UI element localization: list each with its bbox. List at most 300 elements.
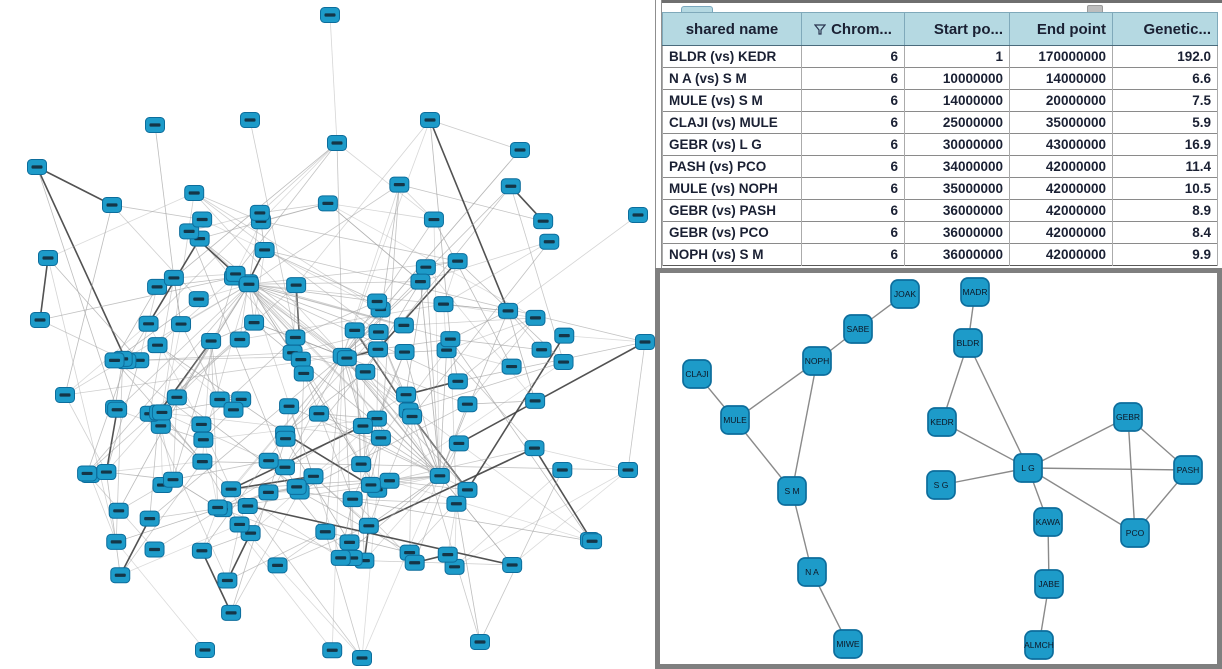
network-node[interactable] bbox=[193, 212, 212, 227]
network-edge bbox=[40, 258, 48, 320]
node-label-smudge bbox=[234, 338, 245, 341]
node-label-smudge bbox=[363, 524, 374, 527]
cell-value[interactable]: 6 bbox=[802, 178, 905, 200]
network-node[interactable] bbox=[352, 457, 371, 472]
attribute-table bbox=[662, 12, 1218, 266]
cell-value[interactable]: 42000000 bbox=[1010, 200, 1113, 222]
network-edge bbox=[412, 416, 480, 642]
node-label-smudge bbox=[327, 649, 338, 652]
cell-value[interactable]: 35000000 bbox=[1010, 112, 1113, 134]
network-edge bbox=[459, 443, 590, 540]
cell-value[interactable]: 6 bbox=[802, 156, 905, 178]
subnetwork-edge-L G-PASH[interactable] bbox=[1028, 468, 1188, 470]
network-edge bbox=[161, 426, 163, 485]
network-node-kedr[interactable] bbox=[928, 408, 956, 436]
node-shape[interactable] bbox=[1034, 508, 1062, 536]
cell-value[interactable]: 30000000 bbox=[905, 134, 1010, 156]
cell-shared-name[interactable]: GEBR (vs) L G bbox=[663, 134, 802, 156]
node-label: S M bbox=[784, 486, 800, 496]
node-label-smudge bbox=[222, 579, 233, 582]
network-node[interactable] bbox=[230, 517, 249, 532]
node-shape[interactable] bbox=[1114, 403, 1142, 431]
network-node[interactable] bbox=[222, 605, 241, 620]
table-row[interactable] bbox=[663, 200, 1218, 222]
network-node[interactable] bbox=[39, 251, 58, 266]
network-node[interactable] bbox=[259, 485, 278, 500]
column-header-label: End point bbox=[1036, 20, 1106, 38]
network-node[interactable] bbox=[629, 208, 648, 223]
network-node[interactable] bbox=[109, 503, 128, 518]
network-edge bbox=[251, 356, 343, 533]
network-node[interactable] bbox=[380, 473, 399, 488]
cell-value[interactable]: 42000000 bbox=[1010, 178, 1113, 200]
network-edge bbox=[330, 15, 337, 143]
network-node[interactable] bbox=[189, 292, 208, 307]
node-label-smudge bbox=[633, 213, 644, 216]
network-node-gebr[interactable] bbox=[1114, 403, 1142, 431]
node-label-smudge bbox=[394, 183, 405, 186]
node-label-smudge bbox=[503, 309, 514, 312]
network-node[interactable] bbox=[111, 568, 130, 583]
cell-value[interactable]: 10000000 bbox=[905, 68, 1010, 90]
network-node[interactable] bbox=[424, 212, 443, 227]
cell-shared-name[interactable]: CLAJI (vs) MULE bbox=[663, 112, 802, 134]
network-node-pash[interactable] bbox=[1174, 456, 1202, 484]
network-node[interactable] bbox=[321, 8, 340, 23]
cell-value[interactable]: 1 bbox=[905, 46, 1010, 68]
network-node-bldr[interactable] bbox=[954, 329, 982, 357]
node-label-smudge bbox=[279, 466, 290, 469]
network-node[interactable] bbox=[259, 453, 278, 468]
node-label-smudge bbox=[559, 334, 570, 337]
cell-value[interactable]: 34000000 bbox=[905, 156, 1010, 178]
network-node[interactable] bbox=[148, 338, 167, 353]
cell-value[interactable]: 8.9 bbox=[1113, 200, 1218, 222]
node-label-smudge bbox=[529, 447, 540, 450]
network-node[interactable] bbox=[202, 333, 221, 348]
network-node-jabe[interactable] bbox=[1035, 570, 1063, 598]
network-node-mule[interactable] bbox=[721, 406, 749, 434]
cell-value[interactable]: 36000000 bbox=[905, 200, 1010, 222]
network-node[interactable] bbox=[534, 214, 553, 229]
node-shape[interactable] bbox=[954, 329, 982, 357]
node-label: KEDR bbox=[930, 417, 954, 427]
network-node[interactable] bbox=[140, 511, 159, 526]
node-shape[interactable] bbox=[721, 406, 749, 434]
network-node[interactable] bbox=[343, 492, 362, 507]
network-edge bbox=[399, 185, 543, 222]
network-node[interactable] bbox=[78, 466, 97, 481]
network-node[interactable] bbox=[304, 469, 323, 484]
node-shape[interactable] bbox=[1014, 454, 1042, 482]
network-node[interactable] bbox=[164, 472, 183, 487]
network-node[interactable] bbox=[287, 278, 306, 293]
network-node[interactable] bbox=[447, 496, 466, 511]
node-label-smudge bbox=[441, 348, 452, 351]
node-shape[interactable] bbox=[1025, 631, 1053, 659]
table-row[interactable] bbox=[663, 68, 1218, 90]
node-label: BLDR bbox=[956, 338, 980, 348]
node-shape[interactable] bbox=[927, 471, 955, 499]
node-label-smudge bbox=[360, 370, 371, 373]
network-node[interactable] bbox=[337, 351, 356, 366]
network-node[interactable] bbox=[356, 364, 375, 379]
network-node[interactable] bbox=[353, 418, 372, 433]
network-node[interactable] bbox=[499, 303, 518, 318]
node-label-smudge bbox=[451, 502, 462, 505]
network-edge bbox=[248, 506, 512, 565]
table-row[interactable] bbox=[663, 112, 1218, 134]
network-node[interactable] bbox=[291, 352, 310, 367]
network-node[interactable] bbox=[397, 387, 416, 402]
node-label-smudge bbox=[236, 398, 247, 401]
table-row[interactable] bbox=[663, 134, 1218, 156]
cell-value[interactable]: 5.9 bbox=[1113, 112, 1218, 134]
network-node[interactable] bbox=[238, 498, 257, 513]
network-node[interactable] bbox=[438, 547, 457, 562]
node-label-smudge bbox=[112, 408, 123, 411]
node-shape[interactable] bbox=[1035, 570, 1063, 598]
network-node[interactable] bbox=[371, 430, 390, 445]
network-node-n-a[interactable] bbox=[798, 558, 826, 586]
cell-value[interactable]: 25000000 bbox=[905, 112, 1010, 134]
node-shape[interactable] bbox=[798, 558, 826, 586]
cell-value[interactable]: 7.5 bbox=[1113, 90, 1218, 112]
cell-shared-name[interactable]: GEBR (vs) PCO bbox=[663, 222, 802, 244]
cell-value[interactable]: 6 bbox=[802, 46, 905, 68]
network-node[interactable] bbox=[501, 179, 520, 194]
node-label-smudge bbox=[536, 348, 547, 351]
subnetwork-edge-L G-GEBR[interactable] bbox=[1028, 417, 1128, 468]
node-label-smudge bbox=[320, 530, 331, 533]
network-node[interactable] bbox=[502, 359, 521, 374]
node-label-smudge bbox=[452, 380, 463, 383]
network-edge bbox=[512, 470, 628, 565]
network-node[interactable] bbox=[331, 550, 350, 565]
network-node[interactable] bbox=[471, 635, 490, 650]
cell-value[interactable]: 14000000 bbox=[905, 90, 1010, 112]
network-node[interactable] bbox=[583, 534, 602, 549]
network-node-noph[interactable] bbox=[803, 347, 831, 375]
network-node[interactable] bbox=[403, 409, 422, 424]
network-node[interactable] bbox=[218, 573, 237, 588]
network-node[interactable] bbox=[525, 441, 544, 456]
network-node[interactable] bbox=[526, 310, 545, 325]
network-node[interactable] bbox=[268, 558, 287, 573]
node-shape[interactable] bbox=[683, 360, 711, 388]
network-node[interactable] bbox=[636, 335, 655, 350]
subnetwork-edge-BLDR-L G[interactable] bbox=[968, 343, 1028, 468]
network-node[interactable] bbox=[405, 555, 424, 570]
column-header-4[interactable] bbox=[1113, 13, 1218, 46]
cell-value[interactable]: 42000000 bbox=[1010, 222, 1113, 244]
cell-value[interactable]: 42000000 bbox=[1010, 156, 1113, 178]
node-label-smudge bbox=[155, 424, 166, 427]
cell-shared-name[interactable]: GEBR (vs) PASH bbox=[663, 200, 802, 222]
network-node[interactable] bbox=[250, 205, 269, 220]
network-node[interactable] bbox=[345, 323, 364, 338]
cell-shared-name[interactable]: BLDR (vs) KEDR bbox=[663, 46, 802, 68]
cell-shared-name[interactable]: N A (vs) S M bbox=[663, 68, 802, 90]
network-node[interactable] bbox=[316, 524, 335, 539]
cell-value[interactable]: 6 bbox=[802, 90, 905, 112]
network-edge bbox=[112, 205, 202, 220]
network-node-joak[interactable] bbox=[891, 280, 919, 308]
network-node[interactable] bbox=[208, 500, 227, 515]
table-row[interactable] bbox=[663, 222, 1218, 244]
cell-value[interactable]: 8.4 bbox=[1113, 222, 1218, 244]
network-node-miwe[interactable] bbox=[834, 630, 862, 658]
node-label-smudge bbox=[475, 640, 486, 643]
cell-value[interactable]: 36000000 bbox=[905, 222, 1010, 244]
node-label-smudge bbox=[442, 553, 453, 556]
cell-value[interactable]: 6 bbox=[802, 112, 905, 134]
network-node-s-m[interactable] bbox=[778, 477, 806, 505]
network-edge bbox=[65, 205, 112, 395]
network-node[interactable] bbox=[294, 366, 313, 381]
network-node[interactable] bbox=[167, 390, 186, 405]
cell-value[interactable]: 6 bbox=[802, 244, 905, 266]
network-node[interactable] bbox=[105, 353, 124, 368]
node-shape[interactable] bbox=[844, 315, 872, 343]
network-node[interactable] bbox=[107, 534, 126, 549]
network-node[interactable] bbox=[192, 417, 211, 432]
node-label-smudge bbox=[226, 611, 237, 614]
network-node[interactable] bbox=[555, 328, 574, 343]
edge-attribute-table-panel bbox=[655, 0, 1222, 268]
network-node[interactable] bbox=[280, 399, 299, 414]
node-label-smudge bbox=[308, 475, 319, 478]
node-label-smudge bbox=[409, 561, 420, 564]
network-node[interactable] bbox=[532, 342, 551, 357]
network-node[interactable] bbox=[328, 136, 347, 151]
network-node[interactable] bbox=[353, 651, 372, 666]
node-label: ALMCH bbox=[1024, 640, 1054, 650]
cell-value[interactable]: 43000000 bbox=[1010, 134, 1113, 156]
network-node[interactable] bbox=[390, 177, 409, 192]
network-node[interactable] bbox=[449, 436, 468, 451]
node-label-smudge bbox=[298, 372, 309, 375]
subnetwork-edge-NOPH-S M[interactable] bbox=[792, 361, 817, 491]
cell-value[interactable]: 16.9 bbox=[1113, 134, 1218, 156]
network-node-madr[interactable] bbox=[961, 278, 989, 306]
node-label-smudge bbox=[144, 517, 155, 520]
table-row[interactable] bbox=[663, 244, 1218, 266]
network-node[interactable] bbox=[230, 332, 249, 347]
network-node[interactable] bbox=[103, 198, 122, 213]
network-node[interactable] bbox=[395, 345, 414, 360]
network-edge bbox=[458, 318, 536, 381]
network-node[interactable] bbox=[448, 374, 467, 389]
node-label-smudge bbox=[445, 338, 456, 341]
node-shape[interactable] bbox=[834, 630, 862, 658]
cell-shared-name[interactable]: MULE (vs) S M bbox=[663, 90, 802, 112]
network-node[interactable] bbox=[193, 454, 212, 469]
node-label-smudge bbox=[197, 218, 208, 221]
node-label-smudge bbox=[60, 393, 71, 396]
node-label-smudge bbox=[101, 470, 112, 473]
cell-value[interactable]: 14000000 bbox=[1010, 68, 1113, 90]
node-label-smudge bbox=[254, 211, 265, 214]
network-node[interactable] bbox=[318, 196, 337, 211]
node-shape[interactable] bbox=[961, 278, 989, 306]
network-node[interactable] bbox=[194, 432, 213, 447]
network-node[interactable] bbox=[368, 342, 387, 357]
node-label-smudge bbox=[401, 393, 412, 396]
filter-icon[interactable] bbox=[814, 24, 826, 35]
cell-value[interactable]: 35000000 bbox=[905, 178, 1010, 200]
network-node[interactable] bbox=[323, 643, 342, 658]
cell-shared-name[interactable]: PASH (vs) PCO bbox=[663, 156, 802, 178]
network-node[interactable] bbox=[31, 313, 50, 328]
node-shape[interactable] bbox=[891, 280, 919, 308]
table-row[interactable] bbox=[663, 46, 1218, 68]
network-node-almch[interactable] bbox=[1024, 631, 1054, 659]
network-edge bbox=[534, 448, 628, 470]
network-node[interactable] bbox=[108, 402, 127, 417]
network-node[interactable] bbox=[394, 318, 413, 333]
network-node[interactable] bbox=[286, 330, 305, 345]
table-header-row bbox=[663, 13, 1218, 46]
cell-value[interactable]: 170000000 bbox=[1010, 46, 1113, 68]
subnetwork-edge-GEBR-PCO[interactable] bbox=[1128, 417, 1135, 533]
node-label-smudge bbox=[452, 260, 463, 263]
network-node[interactable] bbox=[434, 297, 453, 312]
network-node-kawa[interactable] bbox=[1034, 508, 1062, 536]
cell-shared-name[interactable]: NOPH (vs) S M bbox=[663, 244, 802, 266]
network-node[interactable] bbox=[554, 355, 573, 370]
node-label-smudge bbox=[230, 272, 241, 275]
cell-value[interactable]: 6 bbox=[802, 200, 905, 222]
column-header-label: Start po... bbox=[933, 20, 1003, 38]
network-node[interactable] bbox=[448, 254, 467, 269]
node-shape[interactable] bbox=[803, 347, 831, 375]
node-label: CLAJI bbox=[685, 369, 709, 379]
network-node[interactable] bbox=[224, 402, 243, 417]
node-label-smudge bbox=[228, 408, 239, 411]
cell-value[interactable]: 6.6 bbox=[1113, 68, 1218, 90]
network-edge bbox=[260, 203, 328, 213]
network-node[interactable] bbox=[553, 463, 572, 478]
column-header-0[interactable] bbox=[663, 13, 802, 46]
network-node[interactable] bbox=[241, 113, 260, 128]
network-node[interactable] bbox=[245, 315, 264, 330]
cell-value[interactable]: 36000000 bbox=[905, 244, 1010, 266]
cell-shared-name[interactable]: MULE (vs) NOPH bbox=[663, 178, 802, 200]
table-row[interactable] bbox=[663, 156, 1218, 178]
network-node[interactable] bbox=[511, 143, 530, 158]
network-node[interactable] bbox=[172, 317, 191, 332]
network-node[interactable] bbox=[148, 279, 167, 294]
network-node[interactable] bbox=[56, 388, 75, 403]
network-node[interactable] bbox=[503, 557, 522, 572]
network-node[interactable] bbox=[340, 535, 359, 550]
cell-value[interactable]: 11.4 bbox=[1113, 156, 1218, 178]
network-node[interactable] bbox=[287, 479, 306, 494]
network-node[interactable] bbox=[222, 482, 241, 497]
network-node[interactable] bbox=[369, 325, 388, 340]
network-node[interactable] bbox=[359, 518, 378, 533]
network-node[interactable] bbox=[361, 477, 380, 492]
network-node[interactable] bbox=[152, 405, 171, 420]
subnetwork-canvas[interactable] bbox=[660, 273, 1217, 664]
network-node[interactable] bbox=[458, 397, 477, 412]
network-node[interactable] bbox=[421, 113, 440, 128]
network-node[interactable] bbox=[192, 543, 211, 558]
network-node[interactable] bbox=[441, 332, 460, 347]
network-node-claji[interactable] bbox=[683, 360, 711, 388]
network-node-l-g[interactable] bbox=[1014, 454, 1042, 482]
node-label-smudge bbox=[32, 165, 43, 168]
network-node[interactable] bbox=[139, 316, 158, 331]
node-shape[interactable] bbox=[1174, 456, 1202, 484]
table-row[interactable] bbox=[663, 90, 1218, 112]
node-label-smudge bbox=[453, 442, 464, 445]
network-node[interactable] bbox=[196, 643, 215, 658]
network-node[interactable] bbox=[411, 274, 430, 289]
node-label-smudge bbox=[434, 474, 445, 477]
cell-value[interactable]: 6 bbox=[802, 222, 905, 244]
network-node[interactable] bbox=[255, 242, 274, 257]
node-label-smudge bbox=[189, 191, 200, 194]
network-edge bbox=[296, 120, 430, 285]
network-node[interactable] bbox=[276, 431, 295, 446]
node-label: KAWA bbox=[1035, 517, 1061, 527]
panel-splitter[interactable] bbox=[655, 0, 662, 268]
column-header-3[interactable] bbox=[1010, 13, 1113, 46]
network-node[interactable] bbox=[368, 294, 387, 309]
network-node-s-g[interactable] bbox=[927, 471, 955, 499]
cell-value[interactable]: 42000000 bbox=[1010, 244, 1113, 266]
node-label-smudge bbox=[438, 302, 449, 305]
network-node-sabe[interactable] bbox=[844, 315, 872, 343]
node-label-smudge bbox=[290, 336, 301, 339]
network-node-pco[interactable] bbox=[1121, 519, 1149, 547]
column-header-1[interactable] bbox=[802, 13, 905, 46]
network-node[interactable] bbox=[28, 160, 47, 175]
node-shape[interactable] bbox=[928, 408, 956, 436]
network-node[interactable] bbox=[430, 468, 449, 483]
network-node[interactable] bbox=[526, 393, 545, 408]
network-node[interactable] bbox=[97, 465, 116, 480]
network-node[interactable] bbox=[145, 542, 164, 557]
cell-value[interactable]: 10.5 bbox=[1113, 178, 1218, 200]
cell-value[interactable]: 192.0 bbox=[1113, 46, 1218, 68]
network-node[interactable] bbox=[164, 270, 183, 285]
network-edge bbox=[248, 506, 362, 658]
column-header-2[interactable] bbox=[905, 13, 1010, 46]
network-node[interactable] bbox=[619, 463, 638, 478]
network-node[interactable] bbox=[416, 260, 435, 275]
cell-value[interactable]: 20000000 bbox=[1010, 90, 1113, 112]
node-shape[interactable] bbox=[1121, 519, 1149, 547]
network-node[interactable] bbox=[309, 406, 328, 421]
cell-value[interactable]: 6 bbox=[802, 134, 905, 156]
network-node[interactable] bbox=[458, 482, 477, 497]
cell-value[interactable]: 9.9 bbox=[1113, 244, 1218, 266]
network-node[interactable] bbox=[540, 234, 559, 249]
node-shape[interactable] bbox=[778, 477, 806, 505]
node-label-smudge bbox=[398, 324, 409, 327]
network-node[interactable] bbox=[185, 185, 204, 200]
network-edge bbox=[420, 242, 549, 282]
node-label-smudge bbox=[176, 322, 187, 325]
cell-value[interactable]: 6 bbox=[802, 68, 905, 90]
network-node[interactable] bbox=[146, 118, 165, 133]
subnetwork-view[interactable] bbox=[655, 268, 1222, 669]
network-node[interactable] bbox=[239, 277, 258, 292]
table-row[interactable] bbox=[663, 178, 1218, 200]
